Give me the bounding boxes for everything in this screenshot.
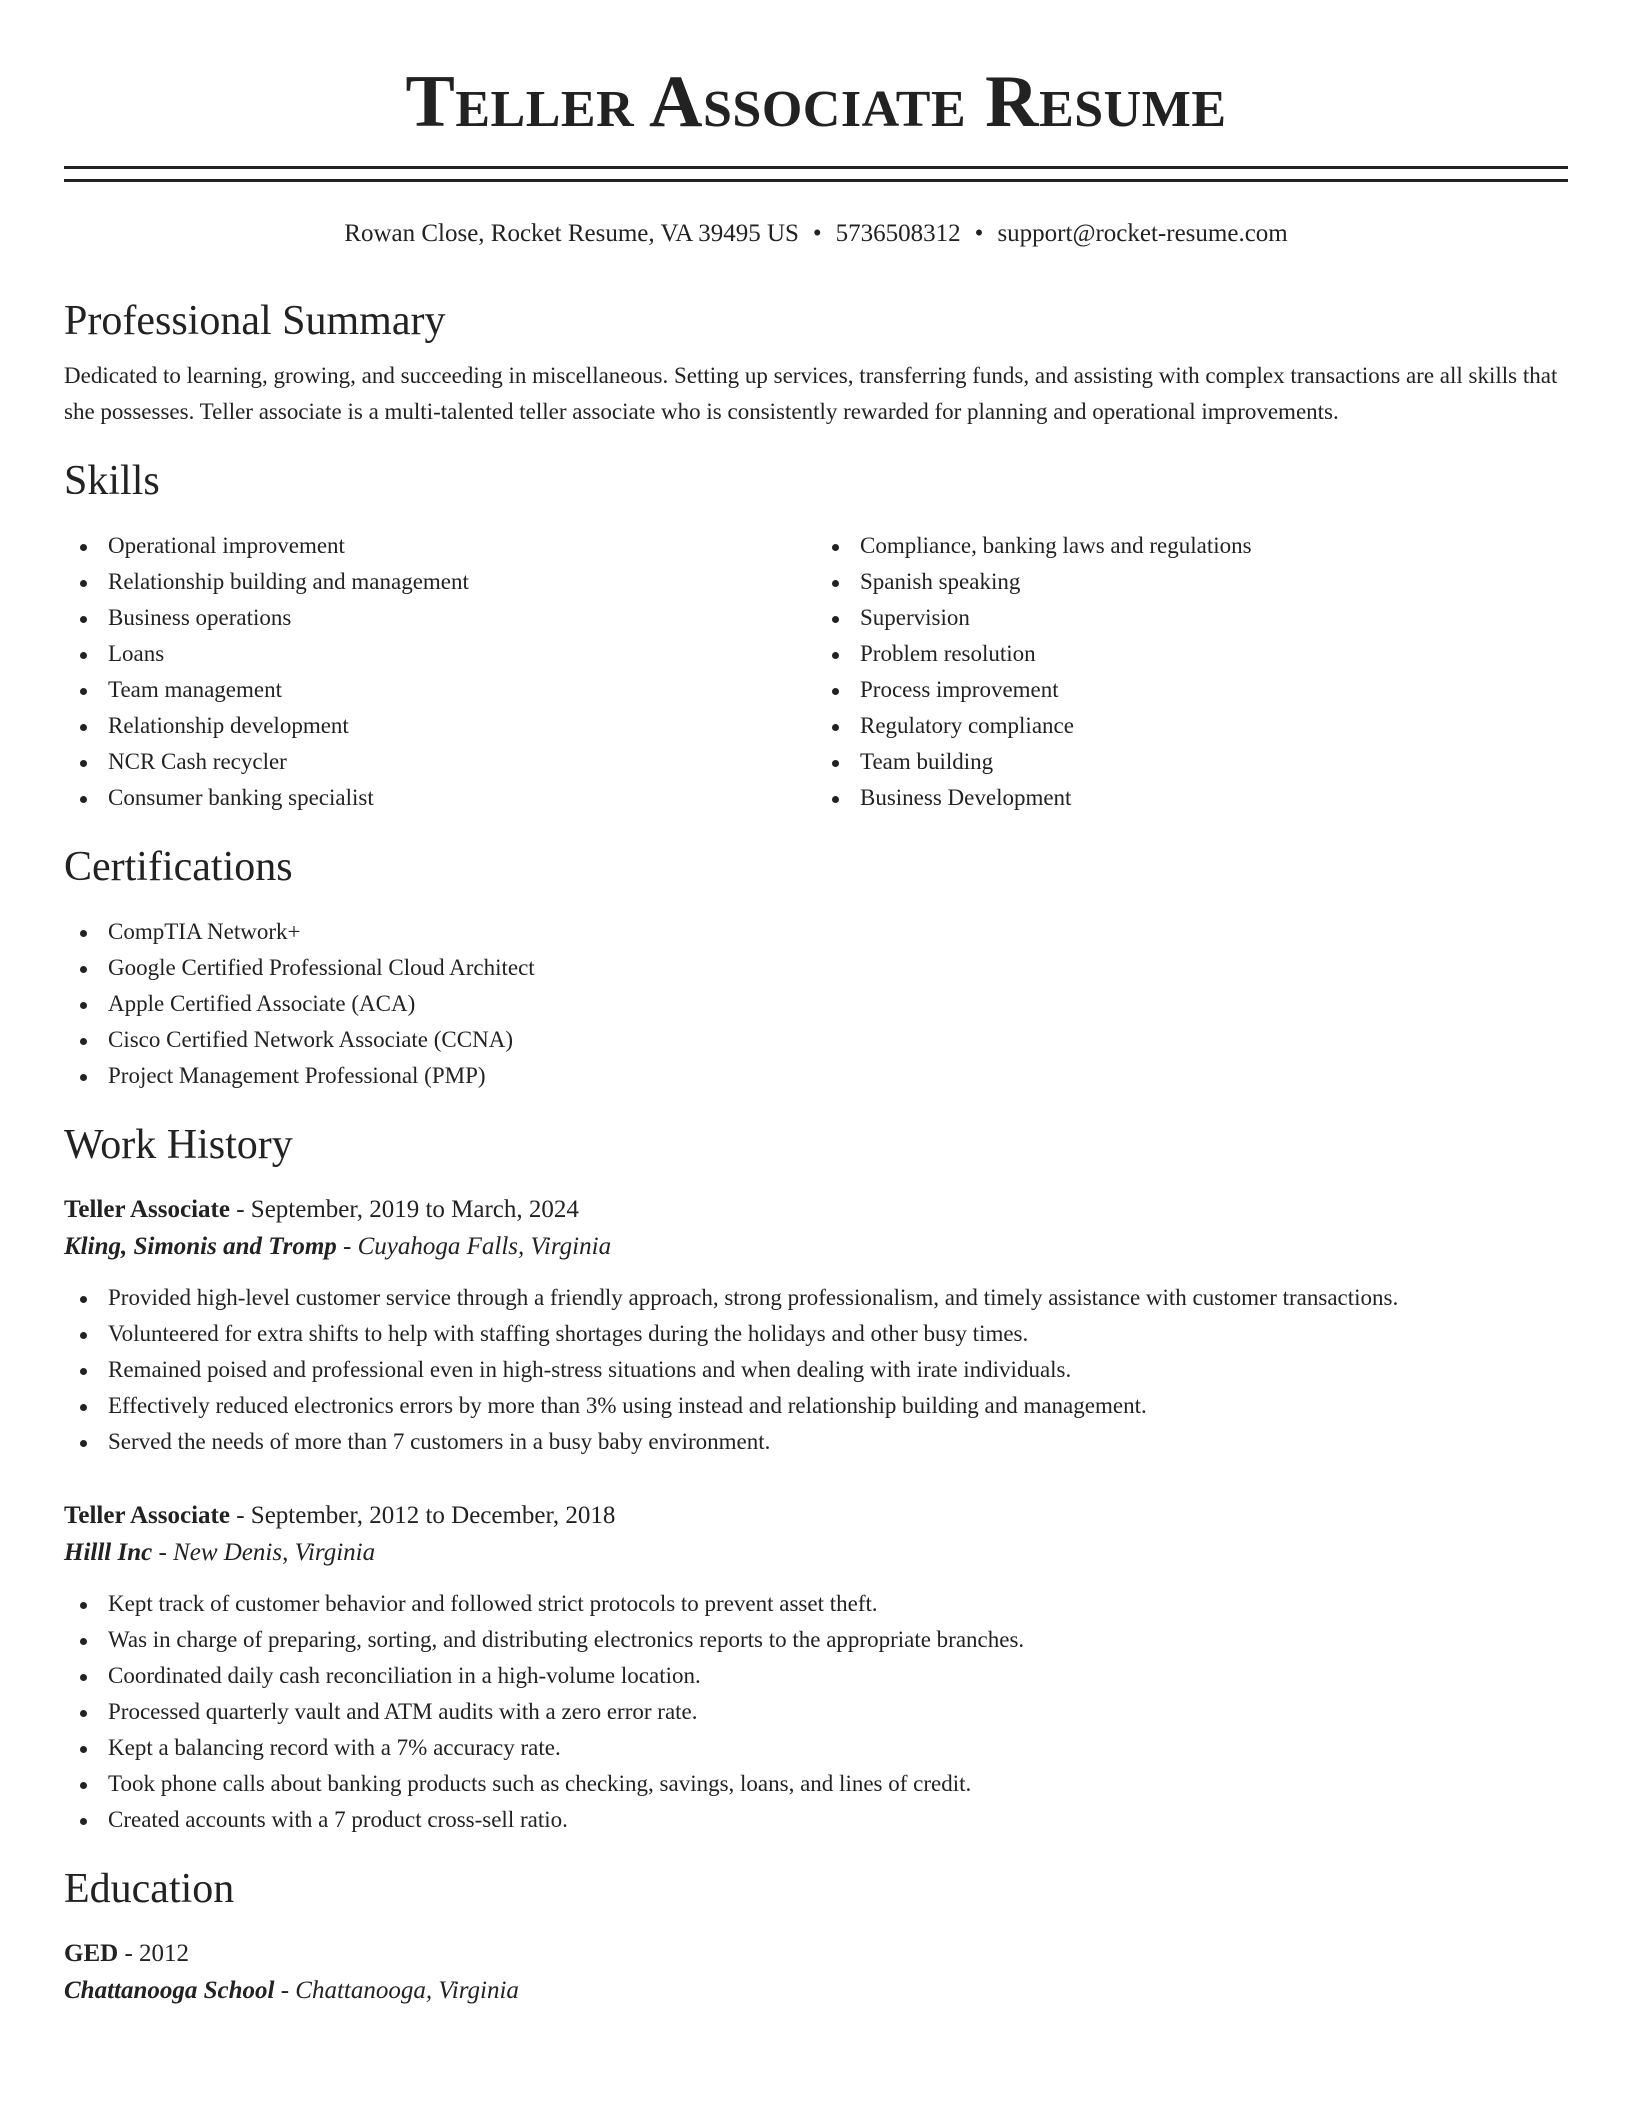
- contact-email: support@rocket-resume.com: [997, 220, 1288, 247]
- school-line: [64, 1972, 1568, 2010]
- job-duty-item: Kept a balancing record with a 7% accuracy rate.: [64, 1730, 1568, 1766]
- skill-item: Consumer banking specialist: [64, 780, 816, 816]
- employer-line: [64, 1534, 1568, 1572]
- job-duty-item: Coordinated daily cash reconciliation in a high-volume location.: [64, 1658, 1568, 1694]
- employer-location: - New Denis, Virginia: [152, 1539, 376, 1566]
- job-title-line: [64, 1498, 1568, 1534]
- school-location: - Chattanooga, Virginia: [274, 1977, 519, 2004]
- certification-item: Cisco Certified Network Associate (CCNA): [64, 1022, 1568, 1058]
- skill-item: Team management: [64, 672, 816, 708]
- job-duty-item: Created accounts with a 7 product cross-sell ratio.: [64, 1802, 1568, 1838]
- school-name: Chattanooga School: [64, 1977, 275, 2004]
- job-duty-item: Effectively reduced electronics errors by more than 3% using instead and relationship building and management.: [64, 1388, 1568, 1424]
- skills-heading: Skills: [64, 458, 160, 504]
- certification-item: Project Management Professional (PMP): [64, 1058, 1568, 1094]
- job-duty-item: Was in charge of preparing, sorting, and distributing electronics reports to the appropriate branches.: [64, 1622, 1568, 1658]
- skill-item: Regulatory compliance: [816, 708, 1568, 744]
- certification-item: Apple Certified Associate (ACA): [64, 986, 1568, 1022]
- skill-item: Relationship development: [64, 708, 816, 744]
- skills-list-right: [816, 528, 1568, 816]
- skill-item: Process improvement: [816, 672, 1568, 708]
- degree-name: GED: [64, 1940, 119, 1967]
- skill-item: Supervision: [816, 600, 1568, 636]
- employer-line: [64, 1228, 1568, 1266]
- job-duty-item: Processed quarterly vault and ATM audits with a zero error rate.: [64, 1694, 1568, 1730]
- skill-item: NCR Cash recycler: [64, 744, 816, 780]
- job-duty-item: Remained poised and professional even in high-stress situations and when dealing with irate individuals.: [64, 1352, 1568, 1388]
- employer-location: - Cuyahoga Falls, Virginia: [336, 1233, 612, 1260]
- summary-text: Dedicated to learning, growing, and succeeding in miscellaneous. Setting up services, transferring funds, and assisting with complex transactions are all skills that she possesses. Teller associate is a multi-talented teller associate who is consistently rewarded for planning and operational improvements.: [64, 363, 1558, 424]
- certifications-list: [64, 914, 1568, 1094]
- skill-item: Operational improvement: [64, 528, 816, 564]
- education-entry: [64, 1936, 1568, 2010]
- skill-item: Team building: [816, 744, 1568, 780]
- job-duty-item: Took phone calls about banking products such as checking, savings, loans, and lines of credit.: [64, 1766, 1568, 1802]
- job-duty-item: Served the needs of more than 7 customers in a busy baby environment.: [64, 1424, 1568, 1460]
- job-dates: - September, 2019 to March, 2024: [229, 1196, 579, 1223]
- degree-line: [64, 1936, 1568, 1972]
- skill-item: Relationship building and management: [64, 564, 816, 600]
- skill-item: Loans: [64, 636, 816, 672]
- skill-item: Business Development: [816, 780, 1568, 816]
- contact-phone: 5736508312: [835, 220, 961, 247]
- summary-heading: Professional Summary: [64, 298, 446, 344]
- job-title: Teller Associate: [64, 1502, 230, 1529]
- contact-address: Rowan Close, Rocket Resume, VA 39495 US: [344, 220, 799, 247]
- skills-columns: [64, 528, 1568, 816]
- job-dates: - September, 2012 to December, 2018: [229, 1502, 616, 1529]
- employer-name: Hilll Inc: [64, 1539, 153, 1566]
- employer-name: Kling, Simonis and Tromp: [64, 1233, 337, 1260]
- skill-item: Compliance, banking laws and regulations: [816, 528, 1568, 564]
- job-duties-list: [64, 1280, 1568, 1460]
- job-duties-list: [64, 1586, 1568, 1838]
- degree-year: - 2012: [118, 1940, 190, 1967]
- skill-item: Spanish speaking: [816, 564, 1568, 600]
- skills-list-left: [64, 528, 816, 816]
- title-double-rule: [64, 166, 1568, 182]
- job-duty-item: Provided high-level customer service through a friendly approach, strong professionalism, and timely assistance with customer transactions.: [64, 1280, 1568, 1316]
- certification-item: Google Certified Professional Cloud Architect: [64, 950, 1568, 986]
- work-history-heading: Work History: [64, 1122, 293, 1168]
- job-duty-item: Kept track of customer behavior and followed strict protocols to prevent asset theft.: [64, 1586, 1568, 1622]
- certifications-heading: Certifications: [64, 844, 293, 890]
- job-title-line: [64, 1192, 1568, 1228]
- contact-separator: •: [812, 220, 822, 247]
- job-title: Teller Associate: [64, 1196, 230, 1223]
- contact-separator: •: [974, 220, 984, 247]
- job-entry: [64, 1192, 1568, 1460]
- certification-item: CompTIA Network+: [64, 914, 1568, 950]
- skill-item: Problem resolution: [816, 636, 1568, 672]
- job-duty-item: Volunteered for extra shifts to help with staffing shortages during the holidays and other busy times.: [64, 1316, 1568, 1352]
- job-entry: [64, 1498, 1568, 1838]
- skill-item: Business operations: [64, 600, 816, 636]
- resume-title: Teller Associate Resume: [405, 61, 1227, 143]
- contact-line: [64, 218, 1568, 250]
- education-heading: Education: [64, 1866, 235, 1912]
